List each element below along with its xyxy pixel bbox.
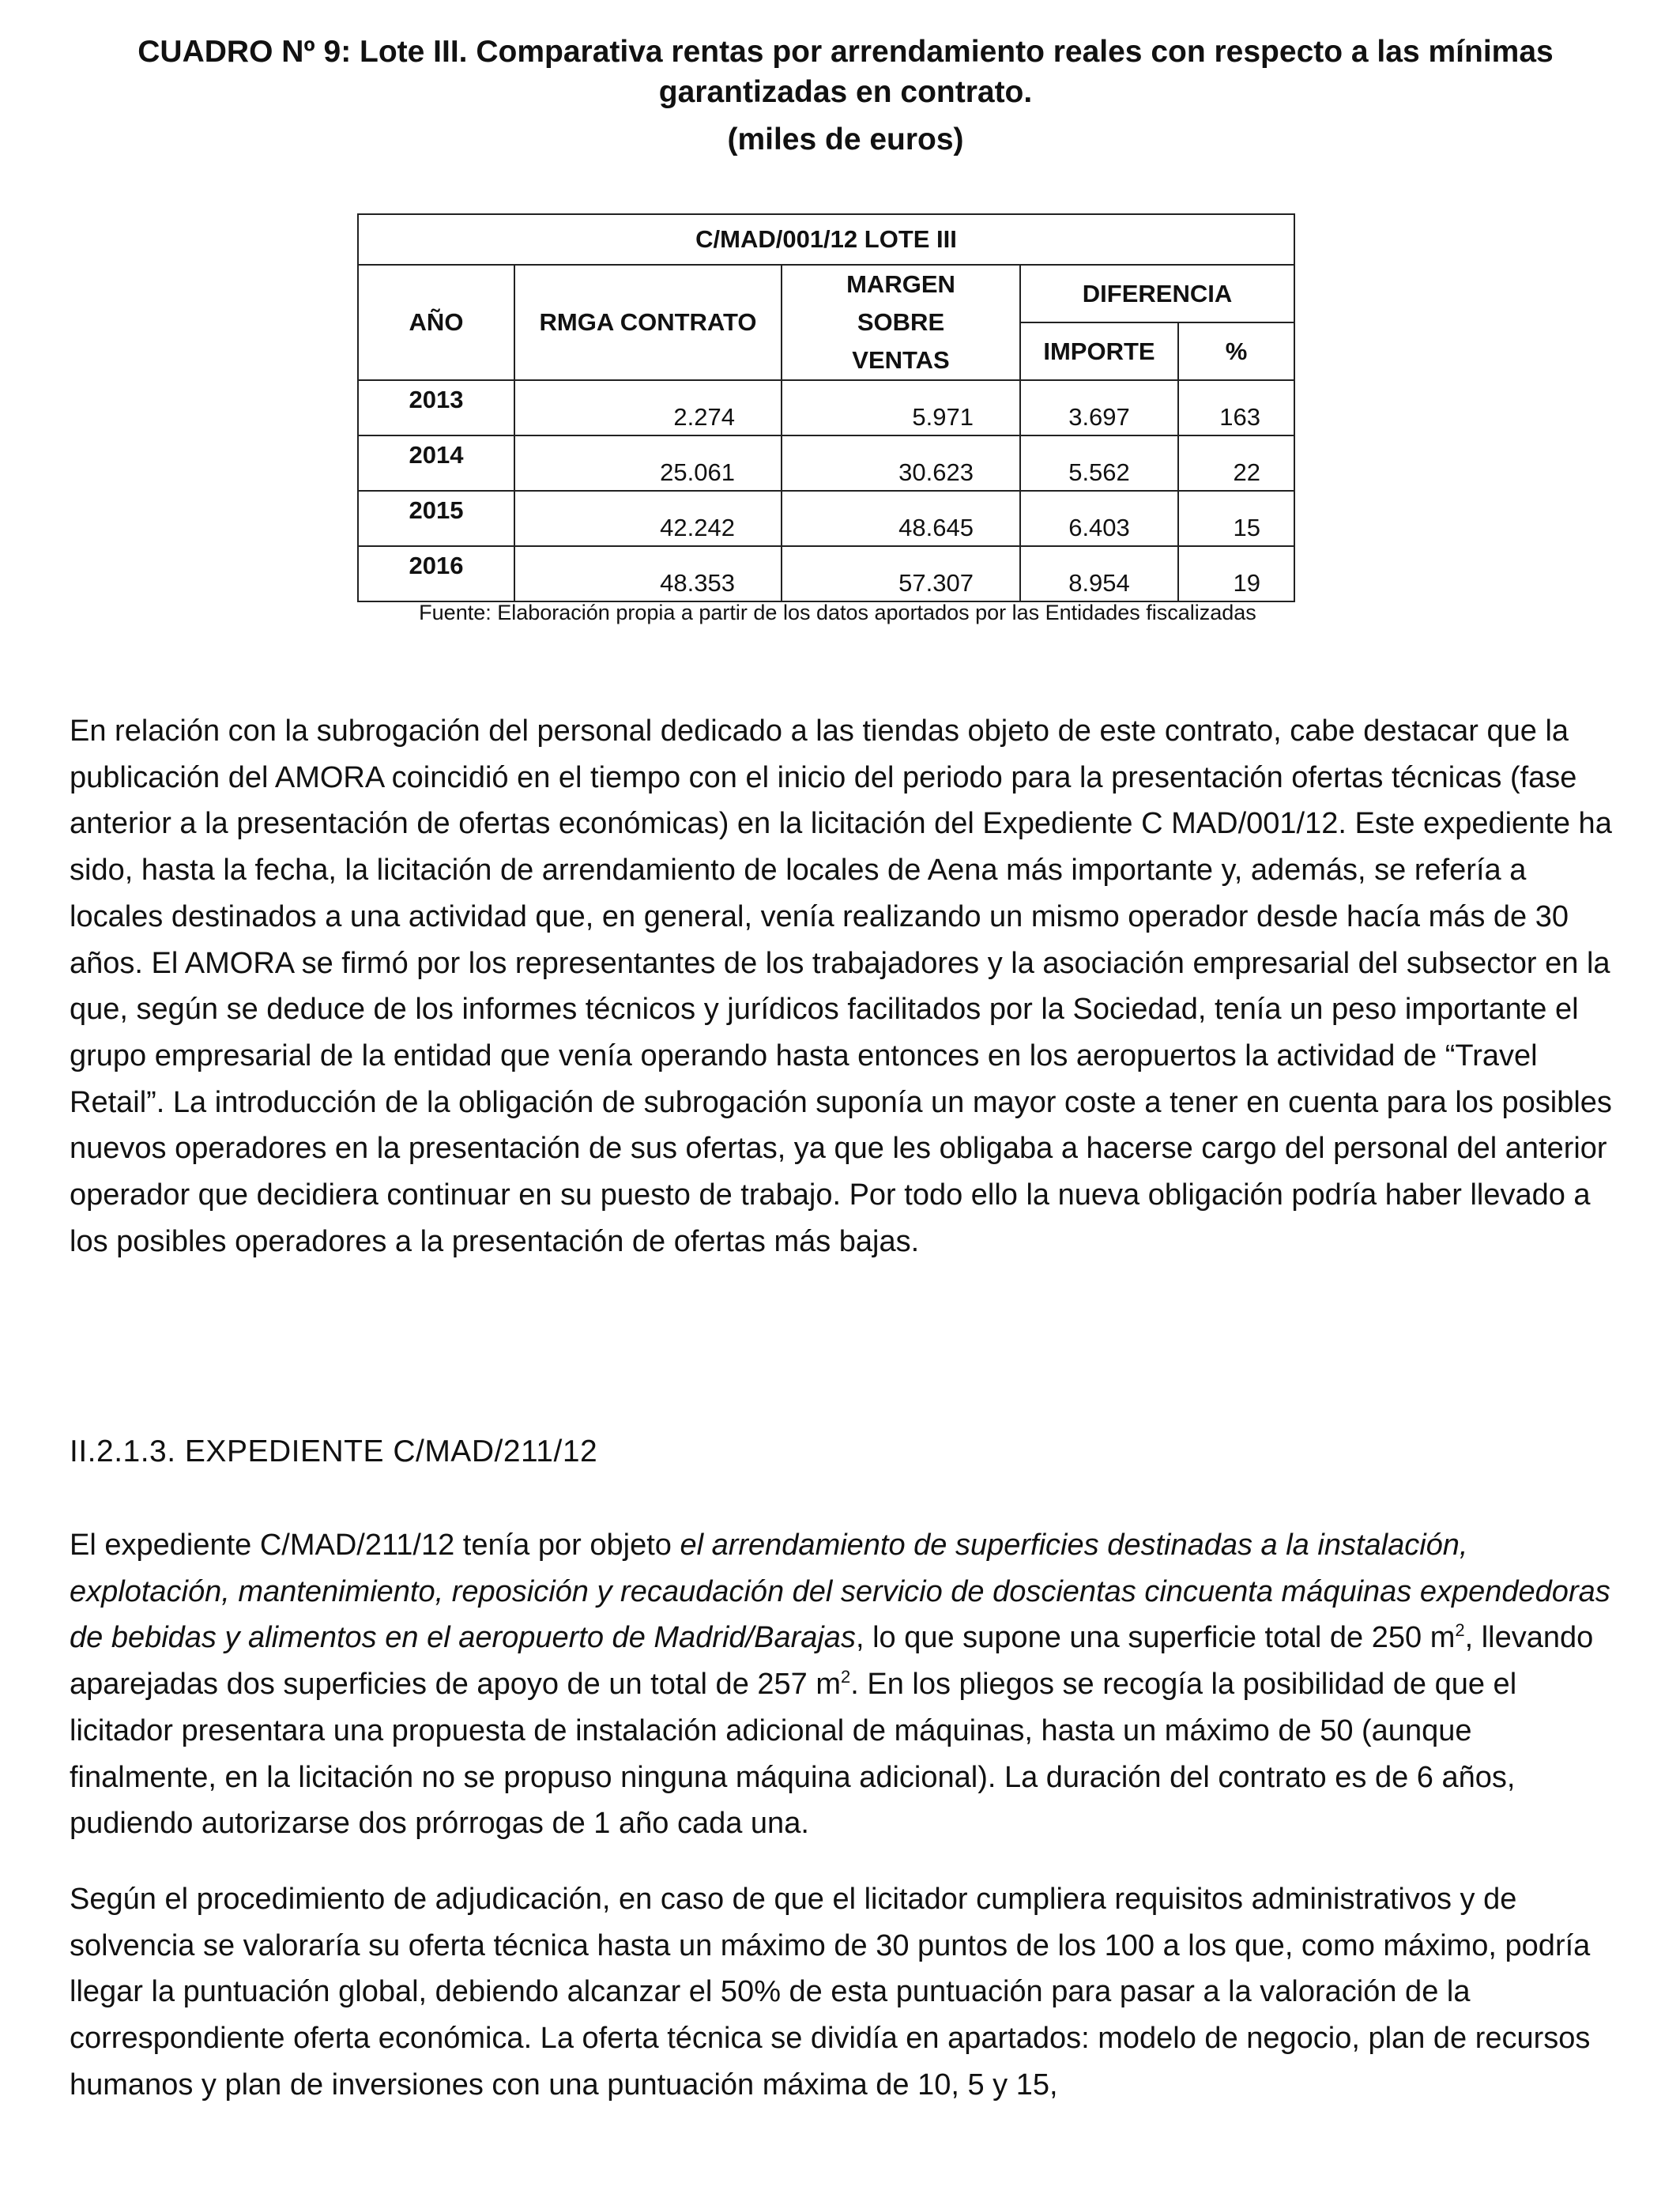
paragraph-expediente-part2: , llevando aparejadas dos superficies de apoyo de un total de 257 m (70, 1621, 1594, 1702)
header-rmga: RMGA CONTRATO (514, 265, 782, 380)
paragraph-expediente-part1: , lo que supone una superficie total de 250 m (855, 1621, 1456, 1655)
header-pct: % (1178, 322, 1294, 380)
cell-importe: 6.403 (1020, 491, 1178, 546)
paragraph-adjudicacion: Según el procedimiento de adjudicación, en caso de que el licitador cumpliera requisitos administrativos y de solvencia se valoraría su oferta técnica hasta un máximo de 30 puntos de los 100 a los que, como máximo, podría llegar la puntuación global, debiendo alcanzar el 50% de esta puntuación para pasar a la valoración de la correspondiente oferta económica. La oferta técnica se dividía en apartados: modelo de negocio, plan de recursos humanos y plan de inversiones con una puntuación máxima de 10, 5 y 15, (70, 1883, 1591, 2102)
cell-rmga: 48.353 (514, 546, 782, 601)
cell-pct: 163 (1178, 380, 1294, 435)
comparison-table (357, 213, 1295, 602)
table-title-units: (miles de euros) (727, 123, 964, 156)
cell-year: 2013 (358, 380, 514, 435)
header-margen (782, 265, 1020, 380)
cell-margen: 5.971 (782, 380, 1020, 435)
cell-importe: 5.562 (1020, 435, 1178, 491)
cell-margen: 57.307 (782, 546, 1020, 601)
cell-importe: 8.954 (1020, 546, 1178, 601)
cell-pct: 15 (1178, 491, 1294, 546)
paragraph-expediente-object: el arrendamiento de superficies destinadas a la instalación, explotación, mantenimiento, reposición y recaudación del servicio de doscientas cincuenta máquinas expendedoras de bebidas y alimentos en el aeropuerto de Madrid/Barajas (70, 1529, 1610, 1655)
header-importe: IMPORTE (1020, 322, 1178, 380)
cell-rmga: 42.242 (514, 491, 782, 546)
paragraph-expediente (70, 1522, 1618, 1847)
table-title-line-2: garantizadas en contrato. (658, 75, 1033, 109)
cell-rmga: 25.061 (514, 435, 782, 491)
cell-year: 2016 (358, 546, 514, 601)
table-row (358, 435, 1294, 491)
cell-pct: 19 (1178, 546, 1294, 601)
cell-year: 2014 (358, 435, 514, 491)
cell-importe: 3.697 (1020, 380, 1178, 435)
cell-rmga: 2.274 (514, 380, 782, 435)
cell-year: 2015 (358, 491, 514, 546)
paragraph-subrogacion: En relación con la subrogación del personal dedicado a las tiendas objeto de este contrato, cabe destacar que la publicación del AMORA coincidió en el tiempo con el inicio del periodo para la presentación ofertas técnicas (fase anterior a la presentación de ofertas económicas) en la licitación del Expediente C MAD/001/12. Este expediente ha sido, hasta la fecha, la licitación de arrendamiento de locales de Aena más importante y, además, se refería a locales destinados a una actividad que, en general, venía realizando un mismo operador desde hacía más de 30 años. El AMORA se firmó por los representantes de los trabajadores y la asociación empresarial del subsector en la que, según se deduce de los informes técnicos y jurídicos facilitados por la Sociedad, tenía un peso importante el grupo empresarial de la entidad que venía operando hasta entonces en los aeropuertos la actividad de “Travel Retail”. La introducción de la obligación de subrogación suponía un mayor coste a tener en cuenta para los posibles nuevos operadores en la presentación de sus ofertas, ya que les obligaba a hacerse cargo del personal del anterior operador que decidiera continuar en su puesto de trabajo. Por todo ello la nueva obligación podría haber llevado a los posibles operadores a la presentación de ofertas más bajas. (70, 714, 1612, 1258)
table-caption: C/MAD/001/12 LOTE III (358, 214, 1294, 265)
table-row (358, 546, 1294, 601)
table-row (358, 491, 1294, 546)
header-margen-label: MARGEN SOBRE VENTAS (846, 270, 955, 374)
superscript-2: 2 (841, 1667, 851, 1687)
header-diferencia: DIFERENCIA (1020, 265, 1294, 322)
header-year: AÑO (358, 265, 514, 380)
superscript-2: 2 (1455, 1620, 1465, 1641)
cell-pct: 22 (1178, 435, 1294, 491)
cell-margen: 30.623 (782, 435, 1020, 491)
table-source-note: Fuente: Elaboración propia a partir de los datos aportados por las Entidades fiscalizadas (419, 601, 1256, 624)
paragraph-expediente-part3: . En los pliegos se recogía la posibilidad de que el licitador presentara una propuesta de instalación adicional de máquinas, hasta un máximo de 50 (aunque finalmente, en la licitación no se propuso ninguna máquina adicional). La duración del contrato es de 6 años, pudiendo autorizarse dos prórrogas de 1 año cada una. (70, 1668, 1517, 1841)
table-row (358, 380, 1294, 435)
cell-margen: 48.645 (782, 491, 1020, 546)
paragraph-expediente-intro: El expediente C/MAD/211/12 tenía por objeto (70, 1529, 680, 1562)
section-heading: II.2.1.3. EXPEDIENTE C/MAD/211/12 (70, 1434, 598, 1468)
table-title-line-1: CUADRO Nº 9: Lote III. Comparativa rentas por arrendamiento reales con respecto a las mínimas (137, 35, 1554, 69)
